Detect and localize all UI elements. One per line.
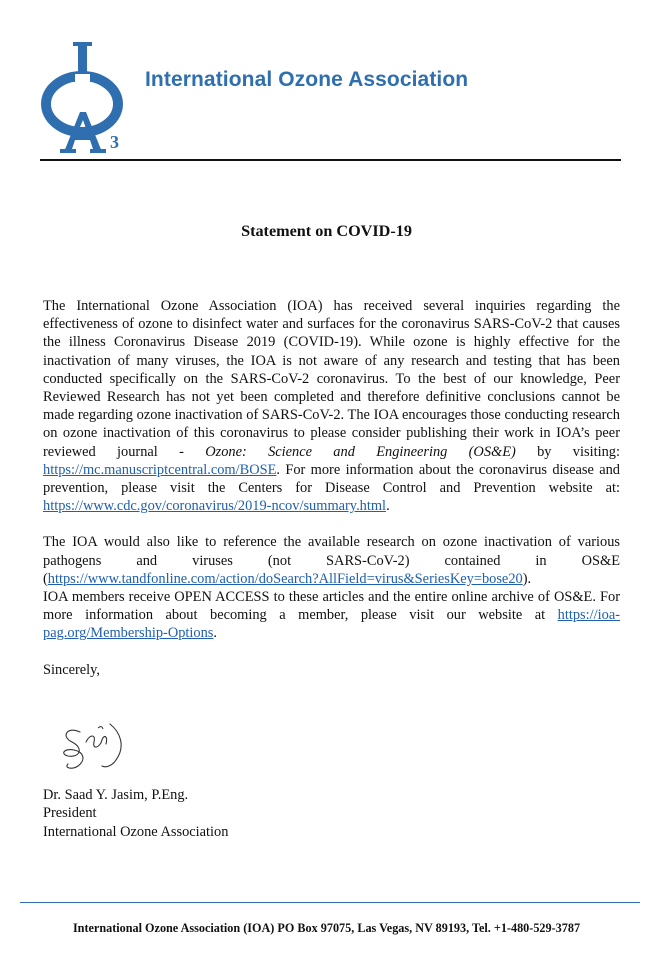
signatory-name: Dr. Saad Y. Jasim, P.Eng.	[43, 787, 189, 803]
ioa-logo	[40, 40, 132, 158]
tandfonline-link[interactable]: https://www.tandfonline.com/action/doSearch?AllField=virus&SeriesKey=bose20	[47, 570, 523, 587]
organization-name: International Ozone Association	[145, 68, 469, 91]
footer-contact: International Ozone Association (IOA) PO Box 97075, Las Vegas, NV 89193, Tel. +1-480-529-3787	[72, 921, 581, 935]
document-title: Statement on COVID-19	[241, 222, 412, 240]
statement-body	[43, 297, 620, 679]
paragraph-1	[43, 297, 620, 515]
signatory-organization: International Ozone Association	[43, 823, 229, 840]
paragraph-1-text-a: The International Ozone Association (IOA) has received several inquiries regarding the effectiveness of ozone to disinfect water and surfaces for the coronavirus SARS-CoV-2 that causes the illness Coronavirus Disease 2019 (COVID-19). While ozone is highly effective for the inactivation of many viruses, the IOA is not aware of any research and testing that has been conducted specifically on the SARS-CoV-2 coronavirus. To the best of our knowledge, Peer Reviewed Research has not yet been completed and therefore definitive conclusions cannot be made regarding ozone inactivation of SARS-CoV-2. The IOA encourages those conducting research on ozone inactivation of this coronavirus to please consider publishing their work in IOA’s peer reviewed journal -	[43, 298, 620, 460]
handwritten-signature	[50, 712, 140, 774]
paragraph-1-text-b: by visiting:	[515, 443, 620, 460]
paragraph-1-text-c: . For more information about the coronavirus disease and prevention, please visit the Centers for Disease Control and Prevention website at:	[43, 461, 620, 497]
paragraph-1-text-d: .	[386, 498, 390, 515]
paragraph-3-text-a: IOA members receive OPEN ACCESS to these articles and the entire online archive of OS&E. For more information about becoming a member, please visit our website at	[43, 589, 620, 624]
journal-name: Ozone: Science and Engineering (OS&E)	[205, 443, 516, 460]
membership-link[interactable]: https://ioa-pag.org/Membership-Options	[43, 607, 620, 642]
bose-link[interactable]: https://mc.manuscriptcentral.com/BOSE	[43, 461, 277, 478]
paragraph-3	[43, 588, 620, 643]
paragraph-2-text-b: ).	[522, 570, 532, 587]
paragraph-2	[43, 533, 620, 588]
closing: Sincerely,	[43, 661, 101, 678]
header-divider	[40, 159, 621, 161]
paragraph-2-text-a: The IOA would also like to reference the available research on ozone inactivation of various pathogens and viruses (not SARS-CoV-2) contained in OS&E (	[43, 534, 620, 587]
signatory-role: President	[43, 805, 97, 822]
signature-block	[43, 786, 228, 841]
svg-text:3: 3	[110, 132, 119, 152]
footer-divider	[20, 902, 640, 903]
paragraph-3-text-b: .	[213, 625, 218, 642]
cdc-link[interactable]: https://www.cdc.gov/coronavirus/2019-ncov/summary.html	[43, 498, 387, 515]
